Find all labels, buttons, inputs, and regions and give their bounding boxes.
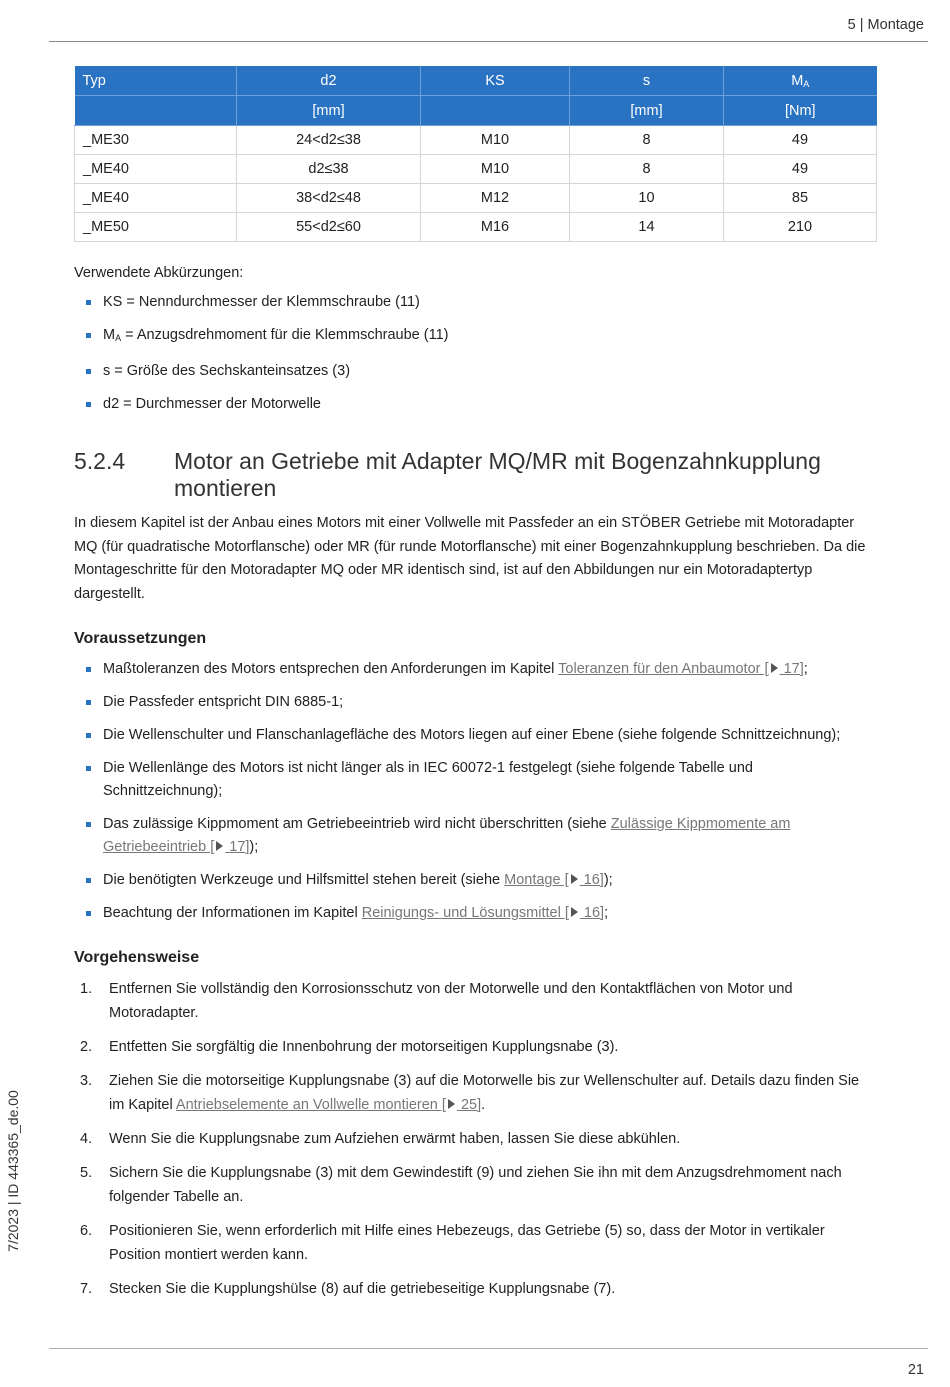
- step-number: 3.: [80, 1073, 93, 1089]
- link-text: Antriebselemente an Vollwelle montieren [: [175, 1097, 446, 1113]
- table-unit-row: [75, 96, 877, 126]
- table-cell: M12: [421, 184, 570, 213]
- list-item: Die Passfeder entspricht DIN 6885-1;: [74, 691, 876, 714]
- link-cleaning-agents[interactable]: [362, 905, 604, 921]
- step-text: Stecken Sie die Kupplungshülse (8) auf die getriebeseitige Kupplungsnabe (7).: [109, 1281, 616, 1297]
- list-item: Die Wellenschulter und Flanschanlagefläche des Motors liegen auf einer Ebene (siehe folgende Schnittzeichnung);: [74, 724, 876, 747]
- link-drive-elements[interactable]: [176, 1097, 481, 1113]
- table-cell: 8: [570, 155, 724, 184]
- ma-symbol: M: [791, 72, 804, 89]
- link-page: 25]: [456, 1097, 482, 1113]
- step-text: Entfernen Sie vollständig den Korrosionsschutz von der Motorwelle und den Kontaktflächen von Motor und Motoradapter.: [109, 981, 793, 1021]
- table-cell: 85: [724, 184, 877, 213]
- item-text: );: [603, 872, 613, 888]
- step-text: Positionieren Sie, wenn erforderlich mit Hilfe eines Hebezeugs, das Getriebe (5) so, dass der Motor in vertikaler Position montiert werden kann.: [109, 1223, 825, 1263]
- table-cell: 49: [724, 126, 877, 155]
- ma-definition: = Anzugsdrehmoment für die Klemmschraube (11): [121, 327, 449, 343]
- prerequisites-list: [74, 658, 876, 925]
- item-text: ;: [604, 905, 609, 921]
- unit-ma: [Nm]: [724, 96, 877, 126]
- page-arrow-icon: [571, 874, 578, 884]
- chapter-header: 5 | Montage: [847, 17, 924, 33]
- ma-subscript: A: [115, 333, 122, 343]
- table-cell: 38<d2≤48: [237, 184, 421, 213]
- item-text: Beachtung der Informationen im Kapitel: [103, 905, 362, 921]
- table-row: [75, 155, 877, 184]
- step-item: [74, 1069, 876, 1117]
- table-cell: M10: [421, 126, 570, 155]
- procedure-heading: Vorgehensweise: [74, 949, 200, 966]
- step-number: 7.: [80, 1281, 93, 1297]
- column-header-s: s: [570, 66, 724, 96]
- table-cell: _ME30: [75, 126, 237, 155]
- abbreviations-list: [74, 291, 876, 416]
- section-heading: [74, 448, 876, 502]
- page-number: 21: [907, 1362, 924, 1378]
- list-item: Die Wellenlänge des Motors ist nicht länger als in IEC 60072-1 festgelegt (siehe folgende Tabelle und Schnittzeichnung);: [74, 757, 876, 803]
- link-text: Toleranzen für den Anbaumotor [: [558, 661, 769, 677]
- step-text: Sichern Sie die Kupplungsnabe (3) mit dem Gewindestift (9) und ziehen Sie ihn mit dem Anzugsdrehmoment nach folgender Tabelle an.: [109, 1165, 842, 1205]
- abbreviations-intro: Verwendete Abkürzungen:: [74, 265, 244, 281]
- table-row: [75, 213, 877, 242]
- list-item: [74, 658, 876, 681]
- list-item: [74, 813, 876, 859]
- table-cell: 14: [570, 213, 724, 242]
- step-item: [74, 1035, 876, 1059]
- link-text: Montage [: [504, 872, 569, 888]
- column-header-ks: KS: [421, 66, 570, 96]
- step-text: Entfetten Sie sorgfältig die Innenbohrung der motorseitigen Kupplungsnabe (3).: [109, 1039, 619, 1055]
- table-cell: _ME40: [75, 184, 237, 213]
- link-text: Zulässige Kippmomente am Getriebeeintrieb [: [103, 816, 791, 855]
- section-title: Motor an Getriebe mit Adapter MQ/MR mit Bogenzahnkupplung montieren: [174, 448, 821, 501]
- step-text: .: [481, 1097, 486, 1113]
- column-header-ma: [724, 66, 877, 96]
- step-number: 5.: [80, 1165, 93, 1181]
- link-page: 16]: [579, 872, 604, 888]
- unit-ks: [421, 96, 570, 126]
- table-cell: 10: [570, 184, 724, 213]
- ma-symbol: M: [103, 327, 116, 343]
- link-page: 17]: [225, 839, 250, 855]
- step-item: [74, 1161, 876, 1209]
- item-text: );: [249, 839, 259, 855]
- table-cell: 49: [724, 155, 877, 184]
- step-number: 1.: [80, 981, 93, 997]
- list-item: s = Größe des Sechskanteinsatzes (3): [74, 360, 876, 383]
- table-header-row: [75, 66, 877, 96]
- footer-divider: [49, 1348, 928, 1349]
- table-cell: _ME50: [75, 213, 237, 242]
- column-header-typ: Typ: [75, 66, 237, 96]
- link-page: 16]: [579, 905, 605, 921]
- table-row: [75, 126, 877, 155]
- page-arrow-icon: [571, 907, 578, 917]
- link-page: 17]: [779, 661, 804, 677]
- table-cell: M16: [421, 213, 570, 242]
- link-tolerances[interactable]: [558, 661, 804, 677]
- procedure-steps: [74, 977, 876, 1301]
- table-cell: M10: [421, 155, 570, 184]
- step-item: [74, 1219, 876, 1267]
- table-cell: 210: [724, 213, 877, 242]
- section-intro: In diesem Kapitel ist der Anbau eines Motors mit einer Vollwelle mit Passfeder an ein STÖBER Getriebe mit Motoradapter MQ (für quadratische Motorflansche) oder MR (für runde Motorflansche) mit einer Bogenzahnkupplung beschrieben. Da die Montageschritte für den Motoradapter MQ oder MR identisch sind, ist auf den Abbildungen nur ein Motoradaptertyp dargestellt.: [74, 515, 866, 602]
- step-text: Wenn Sie die Kupplungsnabe zum Aufziehen erwärmt haben, lassen Sie diese abkühlen.: [109, 1131, 681, 1147]
- step-item: [74, 1127, 876, 1151]
- item-text: Maßtoleranzen des Motors entsprechen den Anforderungen im Kapitel: [103, 661, 559, 677]
- table-cell: 55<d2≤60: [237, 213, 421, 242]
- page-arrow-icon: [448, 1099, 455, 1109]
- item-text: ;: [803, 661, 808, 677]
- section-number: 5.2.4: [74, 448, 126, 474]
- unit-typ: [75, 96, 237, 126]
- header-divider: [49, 41, 928, 42]
- list-item: KS = Nenndurchmesser der Klemmschraube (11): [74, 291, 876, 314]
- column-header-d2: d2: [237, 66, 421, 96]
- page-arrow-icon: [771, 663, 778, 673]
- step-number: 2.: [80, 1039, 93, 1055]
- tightening-torque-table: [74, 66, 877, 242]
- step-item: [74, 977, 876, 1025]
- list-item: [74, 324, 876, 350]
- step-number: 4.: [80, 1131, 93, 1147]
- table-cell: _ME40: [75, 155, 237, 184]
- step-text: Ziehen Sie die motorseitige Kupplungsnabe (3) auf die Motorwelle bis zur Wellenschulter auf. Details dazu finden Sie im Kapitel: [109, 1073, 860, 1113]
- page-content: [74, 66, 876, 1301]
- table-cell: 24<d2≤38: [237, 126, 421, 155]
- unit-d2: [mm]: [237, 96, 421, 126]
- table-row: [75, 184, 877, 213]
- list-item: [74, 869, 876, 892]
- item-text: Das zulässige Kippmoment am Getriebeeintrieb wird nicht überschritten (siehe: [103, 816, 611, 832]
- unit-s: [mm]: [570, 96, 724, 126]
- table-cell: d2≤38: [237, 155, 421, 184]
- prerequisites-heading: Voraussetzungen: [74, 630, 207, 647]
- ma-subscript: A: [803, 78, 810, 89]
- list-item: d2 = Durchmesser der Motorwelle: [74, 393, 876, 416]
- link-montage[interactable]: [504, 872, 604, 888]
- step-number: 6.: [80, 1223, 93, 1239]
- item-text: Die benötigten Werkzeuge und Hilfsmittel stehen bereit (siehe: [103, 872, 505, 888]
- list-item: [74, 902, 876, 925]
- document-id-label: 7/2023 | ID 443365_de.00: [5, 1090, 21, 1252]
- step-item: [74, 1277, 876, 1301]
- link-text: Reinigungs- und Lösungsmittel [: [361, 905, 569, 921]
- page-arrow-icon: [216, 841, 223, 851]
- table-cell: 8: [570, 126, 724, 155]
